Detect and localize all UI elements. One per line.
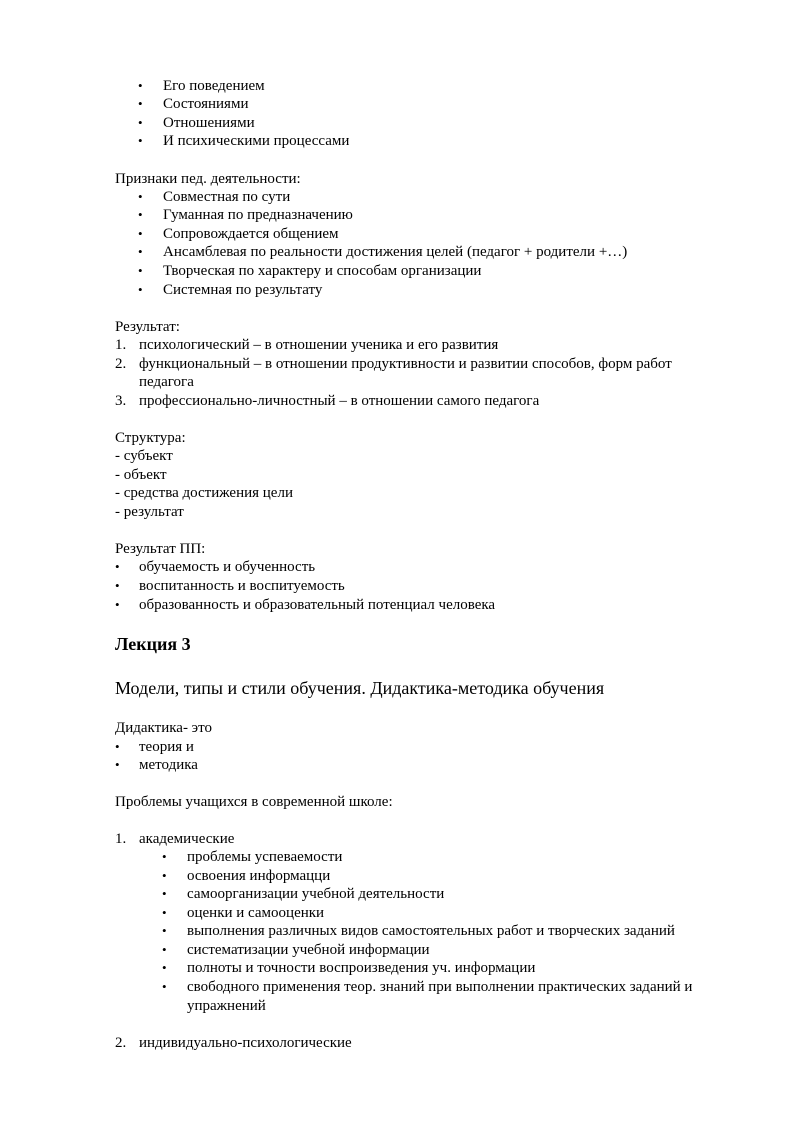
sublist-item: свободного применения теор. знаний при выполнении практических заданий и: [187, 979, 693, 995]
list-item: профессионально-личностный – в отношении самого педагога: [139, 393, 540, 409]
bullet-icon: •: [162, 960, 167, 975]
list-item: Ансамблевая по реальности достижения целей (педагог + родители +…): [163, 244, 628, 260]
section-heading: Признаки пед. деятельности:: [115, 171, 301, 187]
bullet-icon: •: [162, 942, 167, 957]
sublist-item: проблемы успеваемости: [187, 849, 343, 865]
bullet-icon: •: [138, 282, 143, 297]
bullet-icon: •: [162, 886, 167, 901]
list-item: - результат: [115, 504, 184, 520]
list-item: Состояниями: [163, 96, 249, 112]
bullet-icon: •: [162, 979, 167, 994]
bullet-icon: •: [138, 115, 143, 130]
sublist-item: освоения информацци: [187, 868, 331, 884]
section-heading: Дидактика- это: [115, 720, 212, 736]
section-heading: Структура:: [115, 430, 186, 446]
bullet-icon: •: [115, 559, 120, 574]
lecture-subtitle: Модели, типы и стили обучения. Дидактика-методика обучения: [115, 678, 605, 698]
bullet-icon: •: [138, 207, 143, 222]
bullet-icon: •: [115, 739, 120, 754]
list-item: обучаемость и обученность: [139, 559, 316, 575]
list-number: 1.: [115, 831, 127, 847]
section-heading: Результат ПП:: [115, 541, 206, 557]
bullet-icon: •: [138, 226, 143, 241]
list-item: - субъект: [115, 448, 173, 464]
bullet-icon: •: [162, 868, 167, 883]
section-heading: Результат:: [115, 319, 180, 335]
bullet-icon: •: [138, 133, 143, 148]
list-item: Системная по результату: [163, 282, 323, 298]
bullet-icon: •: [162, 905, 167, 920]
list-item: Сопровождается общением: [163, 226, 339, 242]
list-item: Его поведением: [163, 78, 265, 94]
bullet-icon: •: [115, 578, 120, 593]
lecture-title: Лекция 3: [115, 634, 191, 654]
list-item-continuation: педагога: [139, 374, 194, 390]
sublist-item: систематизации учебной информации: [187, 942, 430, 958]
list-item: функциональный – в отношении продуктивности и развитии способов, форм работ: [139, 356, 672, 372]
sublist-item-continuation: упражнений: [187, 998, 266, 1014]
list-item: психологический – в отношении ученика и его развития: [139, 337, 499, 353]
sublist-item: выполнения различных видов самостоятельных работ и творческих заданий: [187, 923, 675, 939]
list-item: методика: [139, 757, 198, 773]
list-item: воспитанность и воспитуемость: [139, 578, 345, 594]
bullet-icon: •: [138, 263, 143, 278]
bullet-icon: •: [138, 244, 143, 259]
list-item: Гуманная по предназначению: [163, 207, 353, 223]
bullet-icon: •: [138, 189, 143, 204]
bullet-icon: •: [138, 96, 143, 111]
bullet-icon: •: [115, 597, 120, 612]
list-item: Отношениями: [163, 115, 255, 131]
list-item: И психическими процессами: [163, 133, 350, 149]
list-number: 3.: [115, 393, 127, 409]
sublist-item: оценки и самооценки: [187, 905, 325, 921]
list-item: образованность и образовательный потенциал человека: [139, 597, 496, 613]
list-number: 2.: [115, 1035, 127, 1051]
list-item: Совместная по сути: [163, 189, 291, 205]
list-number: 2.: [115, 356, 127, 372]
sublist-item: самоорганизации учебной деятельности: [187, 886, 445, 902]
list-item: индивидуально-психологические: [139, 1035, 352, 1051]
list-item: теория и: [139, 739, 194, 755]
bullet-icon: •: [162, 849, 167, 864]
list-item: академические: [139, 831, 235, 847]
list-item: - средства достижения цели: [115, 485, 293, 501]
bullet-icon: •: [115, 757, 120, 772]
sublist-item: полноты и точности воспроизведения уч. информации: [187, 960, 536, 976]
list-item: - объект: [115, 467, 167, 483]
list-number: 1.: [115, 337, 127, 353]
section-heading: Проблемы учащихся в современной школе:: [115, 794, 393, 810]
bullet-icon: •: [138, 78, 143, 93]
bullet-icon: •: [162, 923, 167, 938]
list-item: Творческая по характеру и способам организации: [163, 263, 482, 279]
